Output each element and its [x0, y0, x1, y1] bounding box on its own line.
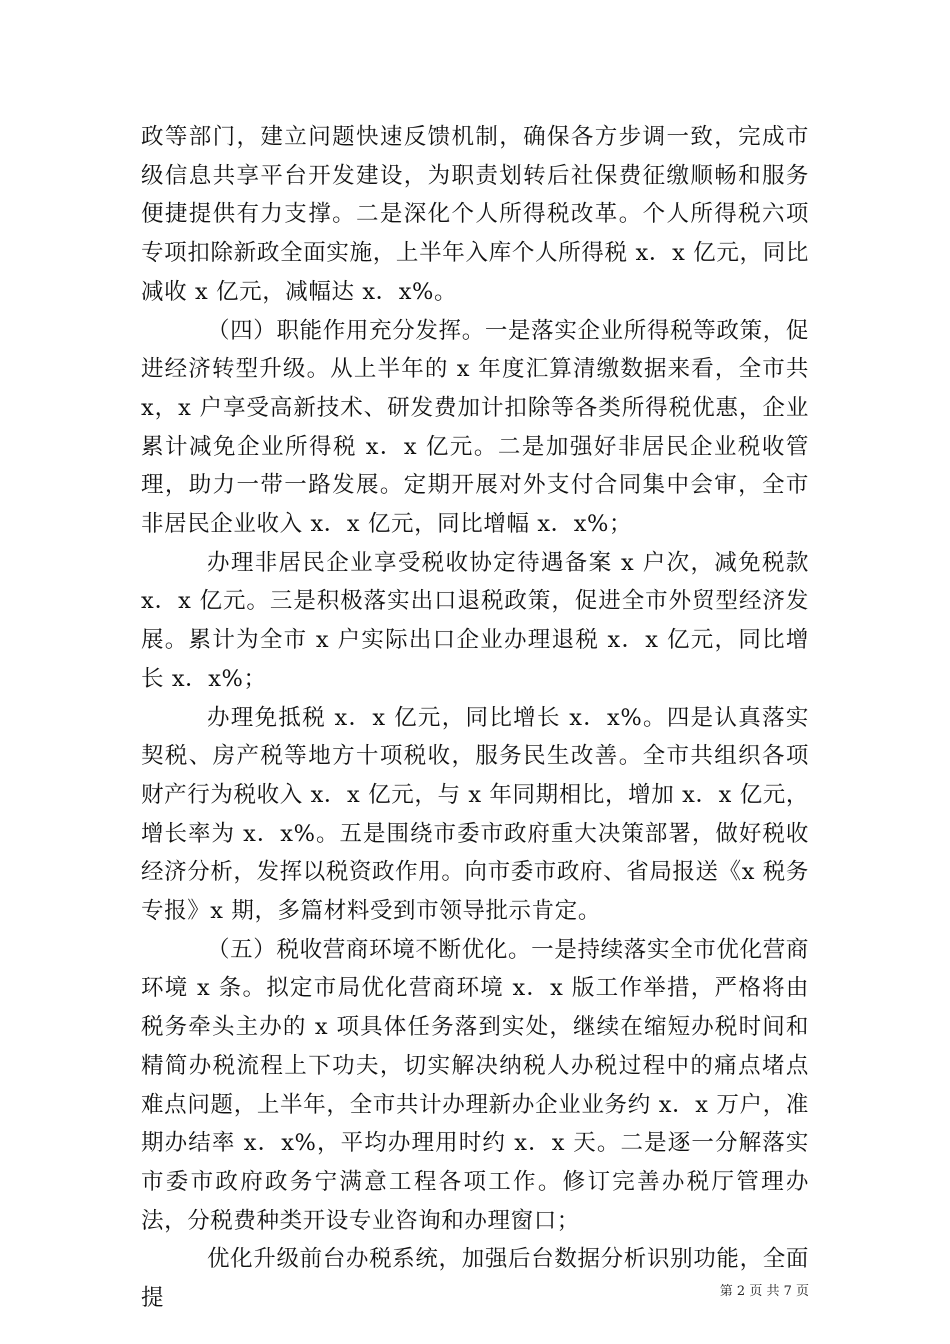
paragraph-6: 优化升级前台办税系统，加强后台数据分析识别功能，全面提: [141, 1246, 809, 1312]
paragraph-1: 政等部门，建立问题快速反馈机制，确保各方步调一致，完成市级信息共享平台开发建设，为职责划转后社保费征缴顺畅和服务便捷提供有力支撑。二是深化个人所得税改革。个人所得税六项专项扣除新政全面实施，上半年入库个人所得税 x．x 亿元，同比减收 x 亿元，减幅达 x．x%。: [141, 124, 809, 305]
paragraph-5: （五）税收营商环境不断优化。一是持续落实全市优化营商环境 x 条。拟定市局优化营商环境 x．x 版工作举措，严格将由税务牵头主办的 x 项具体任务落到实处，继续在缩短办税时间和精简办税流程上下功夫，切实解决纳税人办税过程中的痛点堵点难点问题，上半年，全市共计办理新办企业业务约 x．x 万户，准期办结率 x．x%，平均办理用时约 x．x 天。二是逐一分解落实市委市政府政务宁满意工程各项工作。修订完善办税厅管理办法，分税费种类开设专业咨询和办理窗口；: [141, 936, 809, 1234]
page-number-footer: 第 2 页 共 7 页: [719, 1284, 809, 1299]
paragraph-3: 办理非居民企业享受税收协定待遇备案 x 户次，减免税款 x．x 亿元。三是积极落实出口退税政策，促进全市外贸型经济发展。累计为全市 x 户实际出口企业办理退税 x．x 亿元，同比增长 x．x%；: [141, 549, 809, 692]
paragraph-4: 办理免抵税 x．x 亿元，同比增长 x．x%。四是认真落实契税、房产税等地方十项税收，服务民生改善。全市共组织各项财产行为税收入 x．x 亿元，与 x 年同期相比，增加 x．x 亿元，增长率为 x．x%。五是围绕市委市政府重大决策部署，做好税收经济分析，发挥以税资政作用。向市委市政府、省局报送《x 税务专报》x 期，多篇材料受到市领导批示肯定。: [141, 704, 809, 925]
document-body: [141, 118, 809, 1318]
paragraph-2: （四）职能作用充分发挥。一是落实企业所得税等政策，促进经济转型升级。从上半年的 x 年度汇算清缴数据来看，全市共 x，x 户享受高新技术、研发费加计扣除等各类所得税优惠，企业累计减免企业所得税 x．x 亿元。二是加强好非居民企业税收管理，助力一带一路发展。定期开展对外支付合同集中会审，全市非居民企业收入 x．x 亿元，同比增幅 x．x%；: [141, 317, 809, 538]
